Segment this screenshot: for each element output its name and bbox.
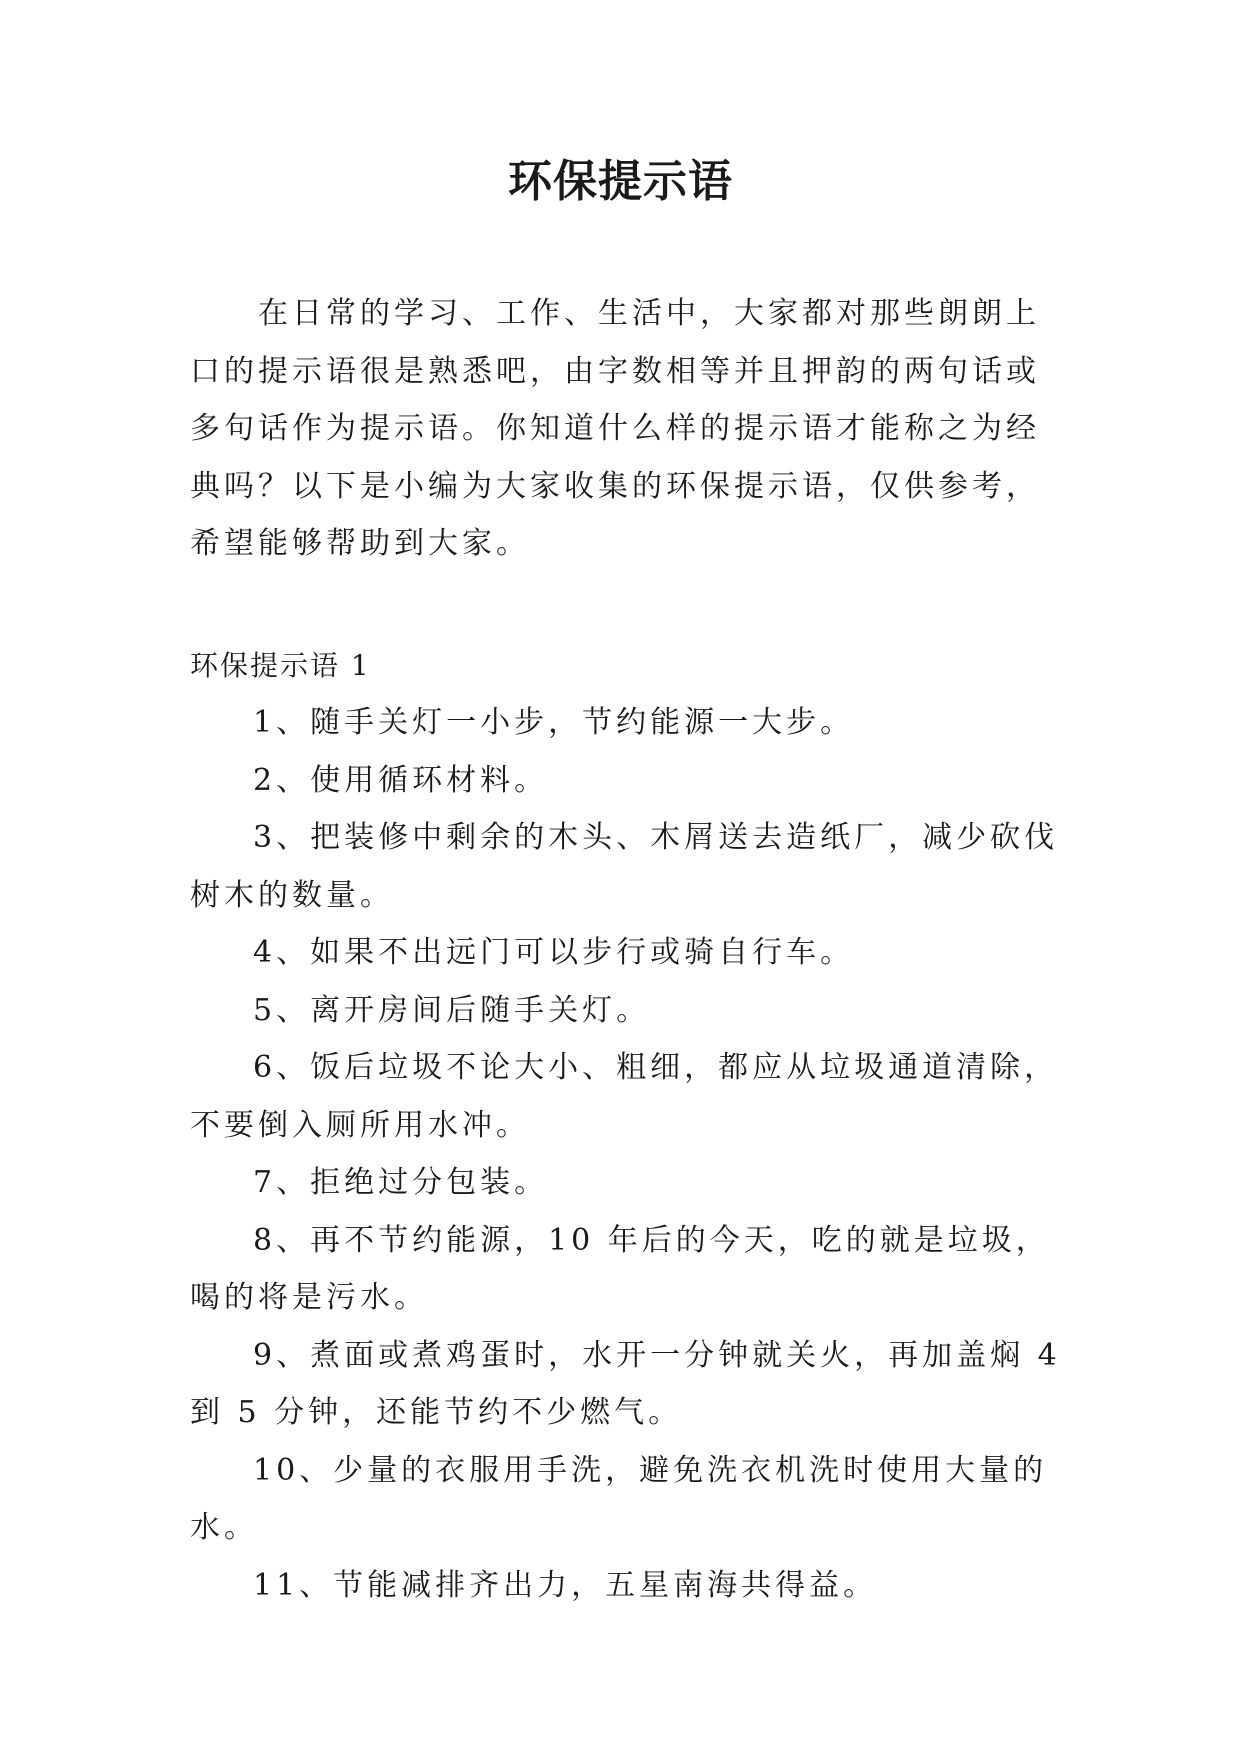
tips-list <box>190 694 1066 1614</box>
list-item: 9、煮面或煮鸡蛋时，水开一分钟就关火，再加盖焖 4 到 5 分钟，还能节约不少燃气。 <box>190 1337 1061 1430</box>
document-title: 环保提示语 <box>508 156 733 207</box>
list-item: 1、随手关灯一小步，节约能源一大步。 <box>253 705 855 740</box>
list-item: 5、离开房间后随手关灯。 <box>253 992 651 1028</box>
list-item: 11、节能减排齐出力，五星南海共得益。 <box>253 1567 878 1603</box>
list-item: 8、再不节约能源，10 年后的今天，吃的就是垃圾，喝的将是污水。 <box>190 1222 1050 1315</box>
section-heading: 环保提示语 1 <box>190 649 371 682</box>
list-item: 10、少量的衣服用手洗，避免洗衣机洗时使用大量的水。 <box>190 1452 1048 1545</box>
list-item: 7、拒绝过分包装。 <box>253 1165 549 1200</box>
list-item: 2、使用循环材料。 <box>253 762 549 798</box>
list-item: 4、如果不出远门可以步行或骑自行车。 <box>253 935 855 970</box>
list-item: 6、饭后垃圾不论大小、粗细，都应从垃圾通道清除，不要倒入厕所用水冲。 <box>190 1050 1059 1143</box>
intro-paragraph: 在日常的学习、工作、生活中，大家都对那些朗朗上口的提示语很是熟悉吧，由字数相等并且押韵的两句话或多句话作为提示语。你知道什么样的提示语才能称之为经典吗？以下是小编为大家收集的环保提示语，仅供参考，希望能够帮助到大家。 <box>190 296 1040 561</box>
list-item: 3、把装修中剩余的木头、木屑送去造纸厂，减少砍伐树木的数量。 <box>190 820 1059 913</box>
